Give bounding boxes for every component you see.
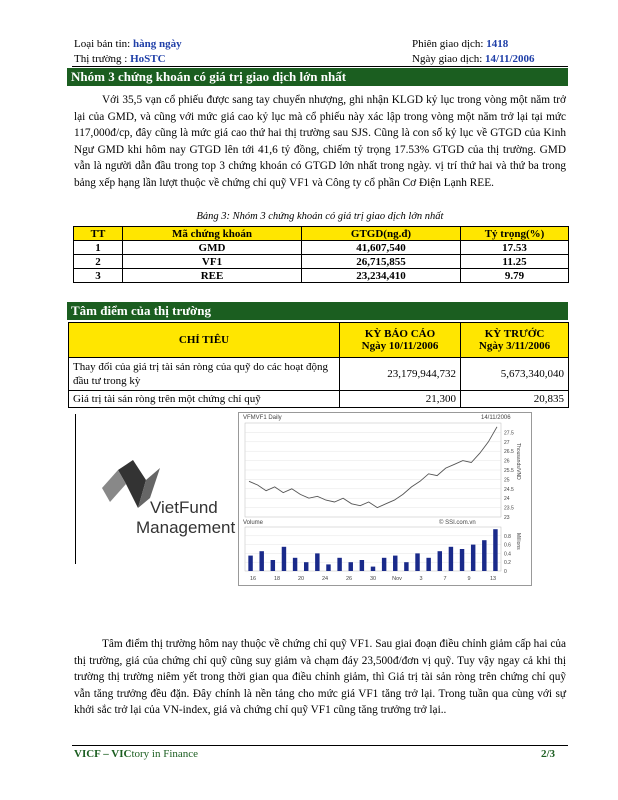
x-tick-label: 7 [443,576,447,582]
vietfund-logo [88,450,236,560]
trade-date: Ngày giao dịch: 14/11/2006 [412,53,535,65]
price-tick-label: 27.5 [504,430,514,437]
volume-tick-label: 0.6 [504,542,511,549]
volume-bar [304,562,308,571]
volume-bar [248,556,252,571]
volume-bar [393,556,397,571]
volume-bar [259,551,263,571]
volume-bar [293,558,297,571]
volume-bar [493,529,497,571]
table-row: 2 VF1 26,715,855 11.25 [74,255,569,269]
market: Thị trường : HoSTC [74,53,166,65]
volume-bar [404,562,408,571]
volume-bar [438,551,442,571]
col-report-period: KỲ BÁO CÁO Ngày 10/11/2006 [340,323,461,358]
volume-bar [315,553,319,571]
volume-bar [282,547,286,571]
col-tt: TT [74,227,123,241]
volume-bar [271,560,275,571]
price-tick-label: 24.5 [504,486,514,493]
footer-brand: VICF – VICtory in Finance [74,748,199,760]
col-previous-period: KỲ TRƯỚC Ngày 3/11/2006 [461,323,569,358]
nav-table [68,322,569,408]
x-tick-label: Nov [392,576,402,582]
logo-text-1: VietFund [150,498,218,517]
x-tick-label: 9 [467,576,471,582]
price-tick-label: 25 [504,477,510,484]
volume-bar [360,560,364,571]
x-tick-label: 24 [321,576,329,582]
volume-source: © SSI.com.vn [439,520,476,526]
volume-ylabel: Millions [515,533,521,550]
volume-bar [415,553,419,571]
volume-tick-label: 0.2 [504,560,511,567]
volume-bar [371,567,375,571]
volume-bar [449,547,453,571]
session: Phiên giao dịch: 1418 [412,38,509,50]
chart-date: 14/11/2006 [481,415,511,421]
x-tick-label: 3 [419,576,423,582]
x-tick-label: 26 [345,576,353,582]
table-row: Thay đổi của giá trị tài sản ròng của quỹ do các hoạt động đầu tư trong kỳ 23,179,944,732 5,673,340,040 [69,358,569,391]
volume-tick-label: 0 [504,569,507,575]
report-type-value: hàng ngày [132,38,182,50]
price-tick-label: 27 [504,439,510,446]
section2-paragraph: Tâm điểm thị trường hôm nay thuộc về chứng chỉ quỹ VF1. Sau giai đoạn điều chỉnh giảm cấp hai của thị trường, giá của chứng chỉ quỹ cũng suy giảm và chạm đáy 23,500đ/đơn vị quỹ. Tuy vậy ngay cả khi thị trường thị trường niêm yết trong thời gian qua điều chỉnh giảm, thì Giá trị tài sản ròng trên chứng chỉ quỹ vẫn tăng trưởng đều đặn. Đây chính là nền tảng cho mức giá VF1 tăng trở lại. Trong tuần qua cùng với sự khởi sắc trở lại của VN-index, giá và chứng chỉ quỹ VF1 cũng tăng trưởng trở lại.. [74,638,566,716]
table-row: Giá trị tài sản ròng trên một chứng chỉ quỹ 21,300 20,835 [69,391,569,408]
page-number: 2/3 [541,748,556,760]
section1-paragraph: Với 35,5 vạn cổ phiếu được sang tay chuyển nhượng, ghi nhận KLGD kỷ lục trong vòng một năm trở lại của GMD, và cũng với mức giá cao kỷ lục mà cổ phiếu này xác lập trong vòng một năm trở lại tại mức 117,000đ/cp, đây cũng là mức giá cao thứ hai thị trường sau SJS. Cũng là con số kỷ lục về GTGD của Kinh Ngư GMD khi hôm nay GTGD lên tới 41,6 tỷ đồng, chiếm tỷ trọng 17.53% GTGD của thị trường. GMD vẫn là người dẫn đầu trong top 3 chứng khoán có GTGD lớn nhất trong ngày. vị trí thứ hai và thứ ba trong bảng xếp hạng lần lượt thuộc về chứng chỉ quỹ VF1 và Công ty cổ phần Cơ Điện Lạnh REE. [74,94,566,189]
x-tick-label: 18 [273,576,281,582]
x-tick-label: 20 [297,576,305,582]
col-code: Mã chứng khoán [123,227,302,241]
logo-divider [75,414,76,564]
session-value: 1418 [486,38,509,50]
volume-bar [460,549,464,571]
table-row: 3 REE 23,234,410 9.79 [74,269,569,283]
section1-title: Nhóm 3 chứng khoán có giá trị giao dịch lớn nhất [67,68,568,86]
header-divider [72,66,568,67]
chart-canvas [239,413,531,585]
volume-tick-label: 0.8 [504,533,511,540]
chart-title: VFMVF1 Daily [243,415,282,421]
price-tick-label: 26.5 [504,449,514,456]
section2-title: Tâm điểm của thị trường [67,302,568,320]
volume-bar [326,564,330,571]
price-tick-label: 24 [504,496,510,503]
footer-divider [72,745,568,746]
volume-bar [382,558,386,571]
volume-bar [349,562,353,571]
top3-table [73,226,569,283]
volume-bar [482,540,486,571]
volume-bar [471,545,475,571]
market-value: HoSTC [130,53,166,65]
volume-bar [426,558,430,571]
price-tick-label: 25.5 [504,468,514,474]
report-type: Loại bản tin: hàng ngày [74,38,182,50]
price-tick-label: 23.5 [504,505,514,512]
col-weight: Tỷ trọng(%) [461,227,569,241]
x-tick-label: 30 [369,576,377,582]
table-row: 1 GMD 41,607,540 17.53 [74,241,569,255]
col-value: GTGD(ng.đ) [302,227,461,241]
x-tick-label: 13 [489,576,497,582]
volume-label: Volume [243,520,264,526]
price-tick-label: 23 [504,515,510,521]
x-tick-label: 16 [249,576,257,582]
volume-tick-label: 0.4 [504,551,511,558]
vf1-chart [238,412,532,586]
logo-text-2: Management [136,518,236,537]
trade-date-value: 14/11/2006 [485,53,535,65]
price-tick-label: 26 [504,458,510,465]
table3-caption: Bảng 3: Nhóm 3 chứng khoán có giá trị giao dịch lớn nhất [196,211,444,222]
price-ylabel: Thousands/VND [515,443,521,480]
volume-bar [337,558,341,571]
col-indicator: CHỈ TIÊU [69,323,340,358]
